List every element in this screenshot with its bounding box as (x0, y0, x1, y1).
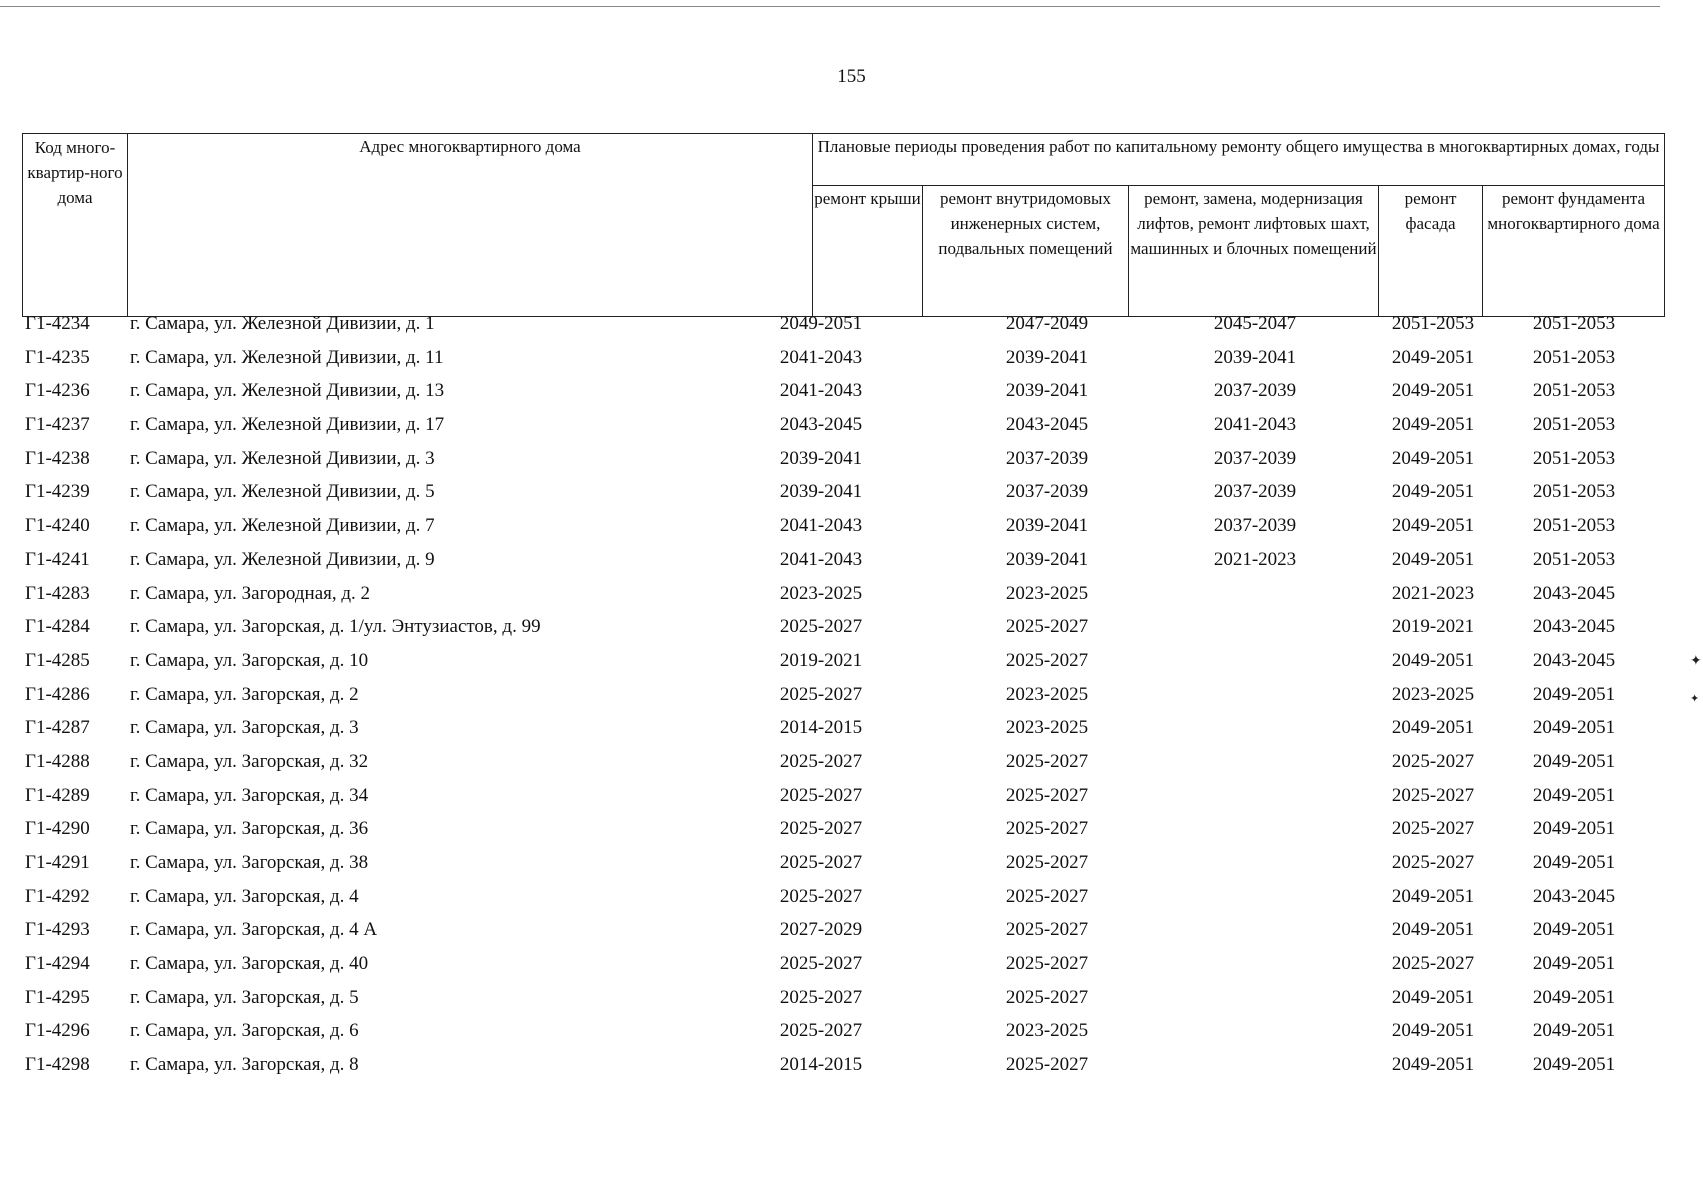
cell-lifts: 2037-2039 (1213, 515, 1297, 537)
table-row (22, 886, 1664, 920)
header-periods: Плановые периоды проведения работ по капитальному ремонту общего имущества в многоквартирных домах, годы (813, 134, 1665, 186)
cell-facade: 2049-2051 (1391, 1020, 1475, 1042)
cell-code: Г1-4286 (25, 683, 90, 705)
cell-lifts: 2037-2039 (1213, 447, 1297, 469)
cell-foundation: 2049-2051 (1532, 953, 1616, 975)
cell-engineering: 2043-2045 (1005, 414, 1089, 436)
cell-engineering: 2023-2025 (1005, 683, 1089, 705)
top-rule (0, 6, 1660, 7)
cell-engineering: 2023-2025 (1005, 1020, 1089, 1042)
cell-code: Г1-4241 (25, 548, 90, 570)
cell-address: г. Самара, ул. Загорская, д. 34 (130, 784, 369, 806)
cell-code: Г1-4295 (25, 986, 90, 1008)
header-roof: ремонт крыши (813, 186, 923, 317)
cell-foundation: 2049-2051 (1532, 717, 1616, 739)
cell-address: г. Самара, ул. Железной Дивизии, д. 9 (130, 548, 435, 570)
cell-engineering: 2023-2025 (1005, 717, 1089, 739)
cell-facade: 2049-2051 (1391, 515, 1475, 537)
cell-code: Г1-4239 (25, 481, 90, 503)
cell-foundation: 2051-2053 (1532, 380, 1616, 402)
cell-engineering: 2025-2027 (1005, 750, 1089, 772)
table-row (22, 481, 1664, 515)
cell-roof: 2025-2027 (779, 818, 863, 840)
cell-code: Г1-4235 (25, 346, 90, 368)
cell-address: г. Самара, ул. Загорская, д. 32 (130, 750, 369, 772)
cell-lifts: 2039-2041 (1213, 346, 1297, 368)
cell-foundation: 2049-2051 (1532, 784, 1616, 806)
table-row (22, 1020, 1664, 1054)
cell-foundation: 2051-2053 (1532, 414, 1616, 436)
cell-foundation: 2051-2053 (1532, 346, 1616, 368)
cell-roof: 2025-2027 (779, 885, 863, 907)
cell-engineering: 2025-2027 (1005, 616, 1089, 638)
cell-facade: 2049-2051 (1391, 548, 1475, 570)
cell-code: Г1-4237 (25, 414, 90, 436)
cell-engineering: 2023-2025 (1005, 582, 1089, 604)
cell-address: г. Самара, ул. Загорская, д. 6 (130, 1020, 359, 1042)
cell-foundation: 2049-2051 (1532, 852, 1616, 873)
cell-address: г. Самара, ул. Железной Дивизии, д. 3 (130, 447, 435, 469)
cell-address: г. Самара, ул. Загорская, д. 40 (130, 953, 369, 975)
cell-foundation: 2051-2053 (1532, 313, 1616, 334)
cell-engineering: 2025-2027 (1005, 852, 1089, 873)
cell-engineering: 2039-2041 (1005, 548, 1089, 570)
cell-roof: 2039-2041 (779, 481, 863, 503)
cell-lifts: 2045-2047 (1213, 313, 1297, 334)
table-row (22, 313, 1664, 347)
cell-engineering: 2025-2027 (1005, 919, 1089, 941)
cell-code: Г1-4290 (25, 818, 90, 840)
cell-code: Г1-4296 (25, 1020, 90, 1042)
cell-engineering: 2025-2027 (1005, 818, 1089, 840)
cell-roof: 2043-2045 (779, 414, 863, 436)
cell-foundation: 2049-2051 (1532, 1054, 1616, 1076)
cell-code: Г1-4298 (25, 1054, 90, 1076)
cell-engineering: 2039-2041 (1005, 515, 1089, 537)
cell-code: Г1-4283 (25, 582, 90, 604)
cell-foundation: 2043-2045 (1532, 885, 1616, 907)
cell-address: г. Самара, ул. Железной Дивизии, д. 1 (130, 313, 435, 334)
header-engineering: ремонт внутридомовых инженерных систем, подвальных помещений (923, 186, 1129, 317)
cell-code: Г1-4292 (25, 885, 90, 907)
cell-facade: 2049-2051 (1391, 380, 1475, 402)
cell-foundation: 2051-2053 (1532, 447, 1616, 469)
cell-code: Г1-4288 (25, 750, 90, 772)
cell-address: г. Самара, ул. Загорская, д. 5 (130, 986, 359, 1008)
cell-facade: 2021-2023 (1391, 582, 1475, 604)
cell-code: Г1-4289 (25, 784, 90, 806)
cell-engineering: 2025-2027 (1005, 649, 1089, 671)
cell-address: г. Самара, ул. Железной Дивизии, д. 7 (130, 515, 435, 537)
cell-roof: 2014-2015 (779, 717, 863, 739)
table-row (22, 1054, 1664, 1088)
cell-code: Г1-4234 (25, 313, 90, 334)
page-number: 155 (837, 66, 866, 87)
cell-lifts: 2037-2039 (1213, 481, 1297, 503)
cell-engineering: 2037-2039 (1005, 481, 1089, 503)
cell-code: Г1-4285 (25, 649, 90, 671)
cell-facade: 2049-2051 (1391, 346, 1475, 368)
header-facade: ремонт фасада (1379, 186, 1483, 317)
cell-foundation: 2043-2045 (1532, 582, 1616, 604)
cell-facade: 2049-2051 (1391, 885, 1475, 907)
cell-engineering: 2025-2027 (1005, 784, 1089, 806)
table-row (22, 448, 1664, 482)
cell-facade: 2025-2027 (1391, 953, 1475, 975)
cell-foundation: 2049-2051 (1532, 750, 1616, 772)
cell-facade: 2049-2051 (1391, 649, 1475, 671)
cell-address: г. Самара, ул. Загорская, д. 4 (130, 885, 359, 907)
cell-roof: 2019-2021 (779, 649, 863, 671)
table-row (22, 616, 1664, 650)
scan-speck: ✦ (1690, 693, 1700, 705)
table-row (22, 414, 1664, 448)
table-row (22, 818, 1664, 852)
cell-facade: 2049-2051 (1391, 919, 1475, 941)
table-row (22, 987, 1664, 1021)
cell-roof: 2041-2043 (779, 346, 863, 368)
cell-facade: 2049-2051 (1391, 1054, 1475, 1076)
cell-address: г. Самара, ул. Загорская, д. 36 (130, 818, 369, 840)
cell-code: Г1-4287 (25, 717, 90, 739)
cell-code: Г1-4294 (25, 953, 90, 975)
cell-foundation: 2051-2053 (1532, 515, 1616, 537)
table-row (22, 751, 1664, 785)
table-row (22, 953, 1664, 987)
table-row (22, 380, 1664, 414)
cell-address: г. Самара, ул. Загорская, д. 10 (130, 649, 369, 671)
header-address: Адрес многоквартирного дома (128, 134, 813, 317)
header-lifts: ремонт, замена, модернизация лифтов, ремонт лифтовых шахт, машинных и блочных помещений (1129, 186, 1379, 317)
cell-foundation: 2049-2051 (1532, 986, 1616, 1008)
cell-engineering: 2025-2027 (1005, 1054, 1089, 1076)
cell-facade: 2023-2025 (1391, 683, 1475, 705)
cell-address: г. Самара, ул. Загорская, д. 2 (130, 683, 359, 705)
cell-roof: 2025-2027 (779, 750, 863, 772)
scan-speck: ✦ (1690, 654, 1702, 669)
cell-roof: 2025-2027 (779, 616, 863, 638)
cell-foundation: 2051-2053 (1532, 481, 1616, 503)
cell-engineering: 2039-2041 (1005, 380, 1089, 402)
cell-facade: 2049-2051 (1391, 481, 1475, 503)
header-code: Код много-квартир-ного дома (23, 134, 128, 317)
cell-address: г. Самара, ул. Железной Дивизии, д. 5 (130, 481, 435, 503)
cell-roof: 2041-2043 (779, 515, 863, 537)
table-row (22, 650, 1664, 684)
cell-address: г. Самара, ул. Загорская, д. 8 (130, 1054, 359, 1076)
cell-address: г. Самара, ул. Загорская, д. 1/ул. Энтузиастов, д. 99 (130, 616, 541, 638)
cell-address: г. Самара, ул. Загородная, д. 2 (130, 582, 371, 604)
table-header (22, 133, 1665, 317)
cell-facade: 2025-2027 (1391, 784, 1475, 806)
cell-facade: 2025-2027 (1391, 852, 1475, 873)
cell-foundation: 2043-2045 (1532, 649, 1616, 671)
table-row (22, 347, 1664, 381)
cell-roof: 2025-2027 (779, 784, 863, 806)
cell-foundation: 2049-2051 (1532, 683, 1616, 705)
cell-roof: 2025-2027 (779, 953, 863, 975)
cell-roof: 2049-2051 (779, 313, 863, 334)
table-row (22, 785, 1664, 819)
cell-code: Г1-4293 (25, 919, 90, 941)
cell-facade: 2049-2051 (1391, 414, 1475, 436)
cell-facade: 2019-2021 (1391, 616, 1475, 638)
cell-engineering: 2037-2039 (1005, 447, 1089, 469)
cell-address: г. Самара, ул. Загорская, д. 38 (130, 852, 369, 873)
cell-lifts: 2041-2043 (1213, 414, 1297, 436)
table-row (22, 717, 1664, 751)
cell-code: Г1-4236 (25, 380, 90, 402)
cell-foundation: 2049-2051 (1532, 919, 1616, 941)
cell-engineering: 2047-2049 (1005, 313, 1089, 334)
cell-code: Г1-4240 (25, 515, 90, 537)
cell-facade: 2049-2051 (1391, 986, 1475, 1008)
cell-roof: 2041-2043 (779, 380, 863, 402)
table-row (22, 583, 1664, 617)
table-body (22, 313, 1664, 1088)
cell-engineering: 2025-2027 (1005, 986, 1089, 1008)
cell-address: г. Самара, ул. Железной Дивизии, д. 17 (130, 414, 445, 436)
cell-roof: 2025-2027 (779, 852, 863, 873)
cell-roof: 2014-2015 (779, 1054, 863, 1076)
cell-address: г. Самара, ул. Железной Дивизии, д. 11 (130, 346, 444, 368)
cell-roof: 2041-2043 (779, 548, 863, 570)
table-row (22, 919, 1664, 953)
cell-engineering: 2025-2027 (1005, 885, 1089, 907)
cell-address: г. Самара, ул. Загорская, д. 4 А (130, 919, 378, 941)
table-row (22, 684, 1664, 718)
cell-roof: 2025-2027 (779, 683, 863, 705)
cell-code: Г1-4284 (25, 616, 90, 638)
table-row (22, 515, 1664, 549)
cell-foundation: 2043-2045 (1532, 616, 1616, 638)
cell-facade: 2025-2027 (1391, 818, 1475, 840)
cell-roof: 2025-2027 (779, 986, 863, 1008)
cell-foundation: 2049-2051 (1532, 818, 1616, 840)
cell-lifts: 2021-2023 (1213, 548, 1297, 570)
cell-roof: 2023-2025 (779, 582, 863, 604)
cell-address: г. Самара, ул. Загорская, д. 3 (130, 717, 359, 739)
cell-engineering: 2025-2027 (1005, 953, 1089, 975)
cell-engineering: 2039-2041 (1005, 346, 1089, 368)
cell-roof: 2027-2029 (779, 919, 863, 941)
cell-foundation: 2049-2051 (1532, 1020, 1616, 1042)
cell-foundation: 2051-2053 (1532, 548, 1616, 570)
cell-address: г. Самара, ул. Железной Дивизии, д. 13 (130, 380, 445, 402)
cell-facade: 2049-2051 (1391, 717, 1475, 739)
cell-code: Г1-4291 (25, 852, 90, 873)
table-row (22, 549, 1664, 583)
cell-facade: 2051-2053 (1391, 313, 1475, 334)
cell-roof: 2025-2027 (779, 1020, 863, 1042)
cell-roof: 2039-2041 (779, 447, 863, 469)
cell-code: Г1-4238 (25, 447, 90, 469)
table-row (22, 852, 1664, 886)
header-foundation: ремонт фундамента многоквартирного дома (1483, 186, 1665, 317)
cell-lifts: 2037-2039 (1213, 380, 1297, 402)
cell-facade: 2049-2051 (1391, 447, 1475, 469)
cell-facade: 2025-2027 (1391, 750, 1475, 772)
